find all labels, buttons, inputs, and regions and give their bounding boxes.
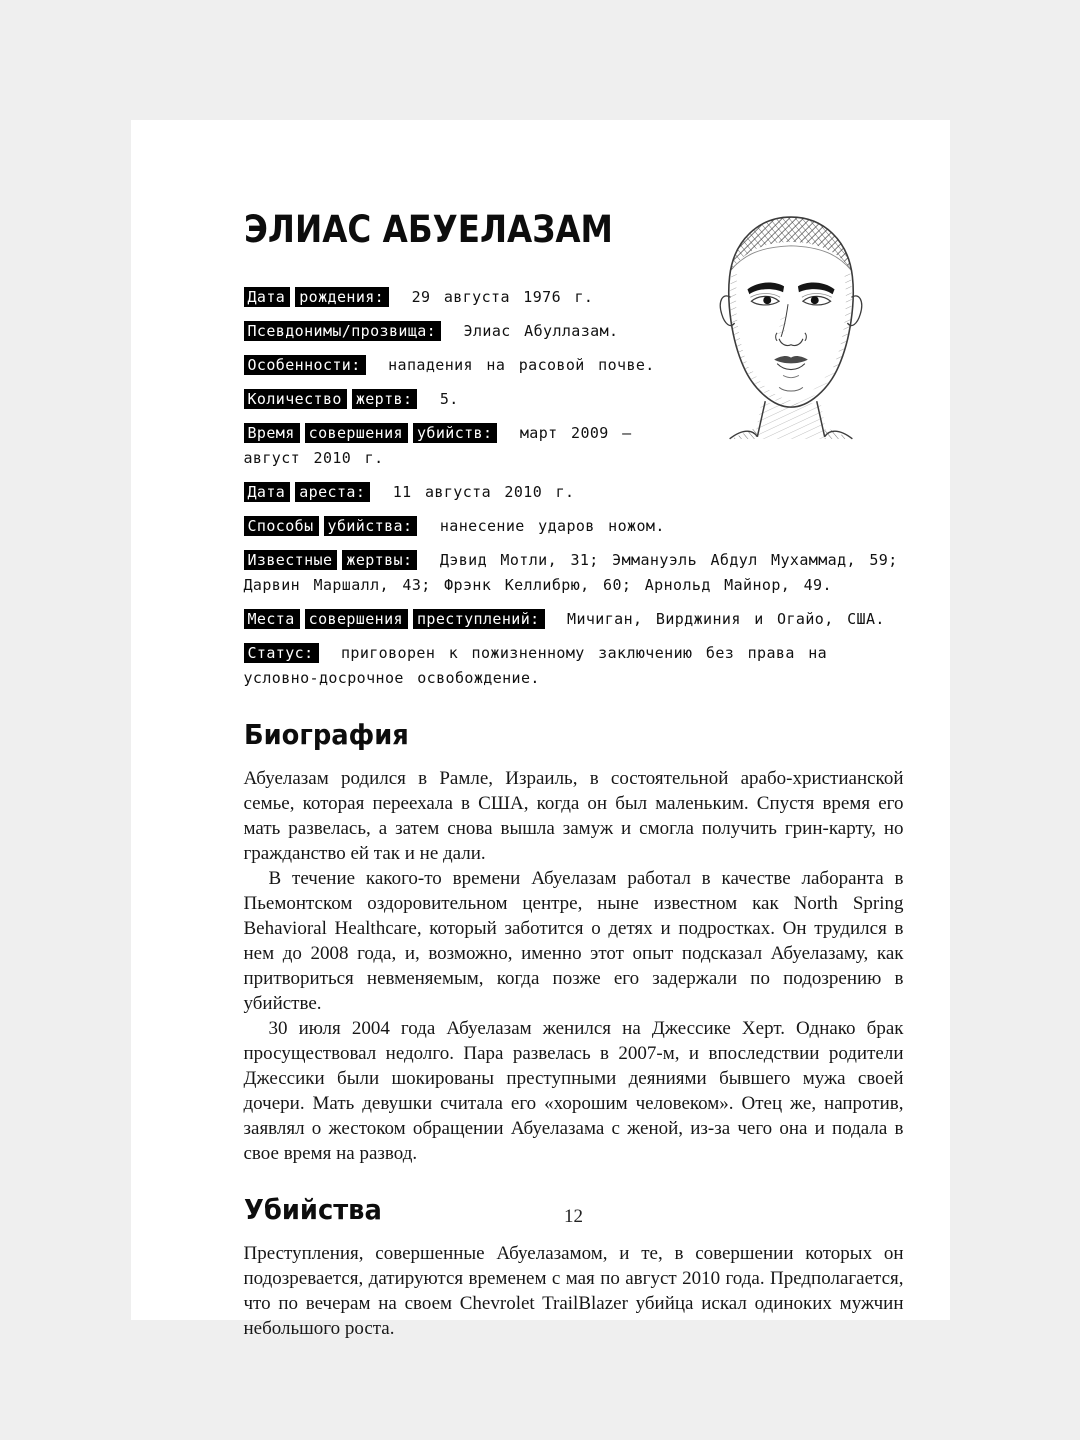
paragraph: Абуелазам родился в Рамле, Израиль, в состоятельной арабо-христианской семье, которая переехала в США, когда он был маленьким. Спустя время его мать развелась, а затем снова вышла замуж и смогла получить грин-карту, но гражданство ей так и не дали. — [243, 768, 904, 864]
fact-label-chip: Места — [244, 609, 300, 629]
fact-label-chip: Особенности: — [244, 355, 366, 375]
fact-field — [244, 548, 904, 598]
fact-value: приговорен к пожизненному заключению без права на условно-досрочное освобождение. — [243, 644, 828, 687]
fact-label-chip: Время — [244, 423, 300, 443]
paragraph: В течение какого-то времени Абуелазам работал в качестве лаборанта в Пьемонтском оздоровительном центре, ныне известном как North Spring Behavioral Healthcare, который заботится о детях и подростках. Он трудился в нем до 2008 года, и, возможно, именно этот опыт подсказал Абуелазаму, как притвориться невменяемым, когда позже его задержали по подозрению в убийстве. — [243, 868, 904, 1014]
fact-value: Дэвид Мотли, 31; Эммануэль Абдул Мухаммад, 59; Дарвин Маршалл, 43; Фрэнк Келлибрю, 60; Арнольд Майнор, 49. — [243, 551, 898, 594]
book-page — [131, 120, 950, 1339]
section-heading: Убийства — [243, 1193, 382, 1226]
fact-label-chip: Дата — [244, 482, 291, 502]
fact-label-chip: Известные — [244, 550, 338, 570]
fact-value: 5. — [439, 390, 459, 408]
sections — [244, 718, 904, 1341]
fact-field — [244, 480, 904, 505]
fact-value: Элиас Абуллазам. — [463, 322, 619, 340]
fact-label-chip: преступлений: — [413, 609, 545, 629]
fact-value: нападения на расовой почве. — [388, 356, 655, 374]
fact-value: март 2009 — август 2010 г. — [243, 424, 632, 467]
page-number: 12 — [564, 1206, 583, 1227]
fact-value: Мичиган, Вирджиния и Огайо, США. — [567, 610, 885, 628]
fact-field — [244, 641, 904, 691]
fact-label-chip: Количество — [244, 389, 347, 409]
fact-label-chip: жертв: — [352, 389, 418, 409]
fact-label-chip: убийства: — [324, 516, 418, 536]
section-heading: Биография — [243, 718, 409, 751]
paragraph: Преступления, совершенные Абуелазамом, и те, в совершении которых он подозревается, датируются временем с мая по август 2010 года. Предполагается, что по вечерам на своем Chevrolet TrailBlazer убийца искал одиноких мужчин небольшого роста. — [243, 1243, 904, 1339]
page-title: ЭЛИАС АБУЕЛАЗАМ — [243, 208, 613, 251]
fact-label-chip: Дата — [244, 287, 291, 307]
fact-value: 11 августа 2010 г. — [392, 483, 575, 501]
fact-label-chip: ареста: — [295, 482, 370, 502]
fact-value: нанесение ударов ножом. — [439, 517, 665, 535]
fact-value: 29 августа 1976 г. — [411, 288, 594, 306]
paragraph: 30 июля 2004 года Абуелазам женился на Джессике Херт. Однако брак просуществовал недолго. Пара развелась в 2007-м, и впоследствии родители Джессики были шокированы преступными деяниями бывшего мужа своей дочери. Мать девушки считала его «хорошим человеком». Отец же, напротив, заявлял о жестоком обращении Абуелазама с женой, из-за чего она и подала в свое время на развод. — [243, 1018, 904, 1164]
fact-label-chip: убийств: — [413, 423, 497, 443]
fact-field — [244, 607, 904, 632]
fact-label-chip: рождения: — [295, 287, 389, 307]
fact-label-chip: Способы — [244, 516, 319, 536]
fact-label-chip: Статус: — [244, 643, 319, 663]
fact-label-chip: совершения — [305, 609, 408, 629]
fact-label-chip: жертвы: — [342, 550, 417, 570]
fact-field — [244, 514, 904, 539]
fact-label-chip: Псевдонимы/прозвища: — [244, 321, 442, 341]
fact-label-chip: совершения — [305, 423, 408, 443]
